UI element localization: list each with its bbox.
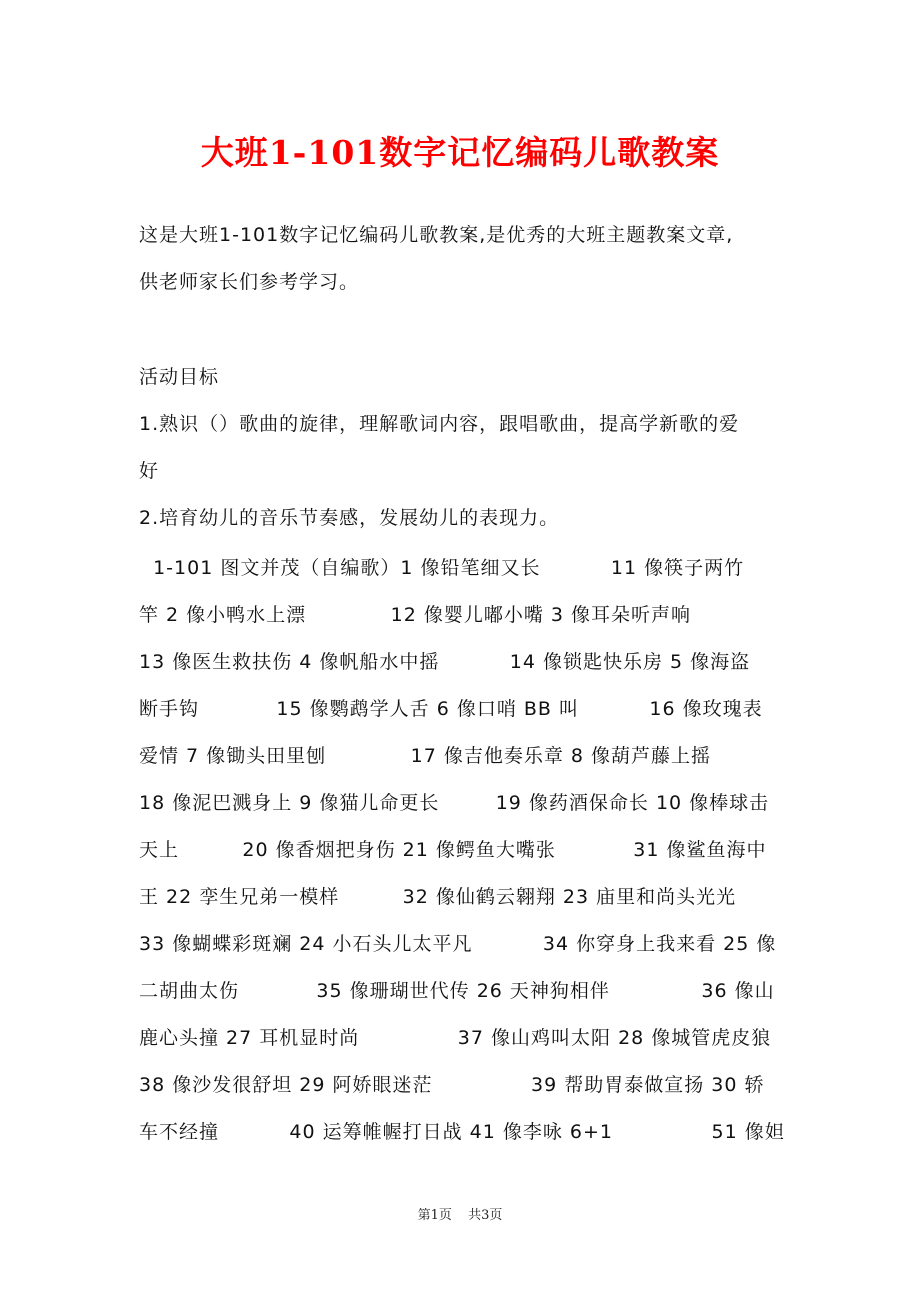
lyric-line: 18 像泥巴溅身上 9 像猫儿命更长 19 像药酒保命长 10 像棒球击 — [139, 792, 770, 814]
lyric-line: 13 像医生救扶伤 4 像帆船水中摇 14 像锁匙快乐房 5 像海盗 — [139, 651, 751, 673]
lyric-line: 二胡曲太伤 35 像珊瑚世代传 26 天神狗相伴 36 像山 — [139, 980, 775, 1002]
lyric-line: 38 像沙发很舒坦 29 阿娇眼迷茫 39 帮助胃泰做宣扬 30 轿 — [139, 1074, 765, 1096]
goals-section — [139, 354, 781, 542]
intro-line: 供老师家长们参考学习。 — [139, 271, 360, 293]
page-number: 第1页 — [417, 1208, 452, 1223]
page-total: 共3页 — [468, 1208, 503, 1223]
intro-paragraph — [139, 212, 781, 306]
lyric-line: 断手钩 15 像鹦鹉学人舌 6 像口哨 BB 叫 16 像玫瑰表 — [139, 698, 763, 720]
lyric-line: 1-101 图文并茂（自编歌）1 像铅笔细又长 11 像筷子两竹 — [139, 557, 745, 579]
lyric-line: 王 22 孪生兄弟一模样 32 像仙鹤云翱翔 23 庙里和尚头光光 — [139, 886, 737, 908]
page-footer — [0, 1204, 920, 1223]
lyric-line: 车不经撞 40 运筹帷幄打日战 41 像李咏 6+1 51 像妲 — [139, 1121, 785, 1143]
goal-line: 2.培育幼儿的音乐节奏感，发展幼儿的表现力。 — [139, 507, 560, 529]
goal-line: 1.熟识（）歌曲的旋律，理解歌词内容，跟唱歌曲，提高学新歌的爱 — [139, 413, 740, 435]
lyric-line: 33 像蝴蝶彩斑斓 24 小石头儿太平凡 34 你穿身上我来看 25 像 — [139, 933, 777, 955]
song-lyrics — [139, 545, 785, 1156]
intro-line: 这是大班1-101数字记忆编码儿歌教案,是优秀的大班主题教案文章, — [139, 224, 734, 246]
document-title: 大班1-101数字记忆编码儿歌教案 — [200, 133, 720, 172]
lyric-line: 爱情 7 像锄头田里刨 17 像吉他奏乐章 8 像葫芦藤上摇 — [139, 745, 712, 767]
goal-line: 好 — [139, 460, 160, 482]
section-heading: 活动目标 — [139, 366, 220, 388]
lyric-line: 竿 2 像小鸭水上漂 12 像婴儿嘟小嘴 3 像耳朵听声响 — [139, 604, 692, 626]
lyric-line: 鹿心头撞 27 耳机显时尚 37 像山鸡叫太阳 28 像城管虎皮狼 — [139, 1027, 772, 1049]
lyric-line: 天上 20 像香烟把身伤 21 像鳄鱼大嘴张 31 像鲨鱼海中 — [139, 839, 767, 861]
